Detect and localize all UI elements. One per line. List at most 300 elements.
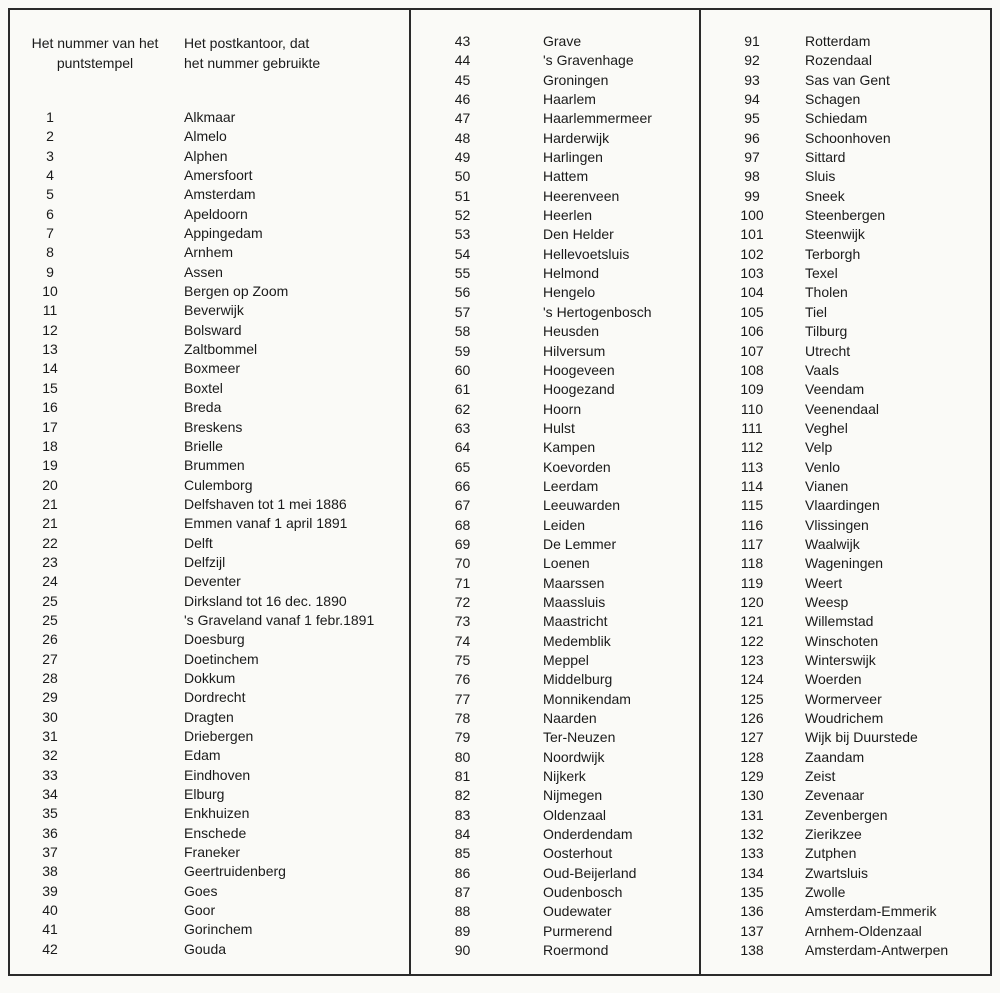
table-row [0,90,1000,109]
post-office-name: Haarlemmermeer [543,110,652,127]
post-office-name: Zevenaar [805,787,865,804]
post-office-name: Texel [805,265,838,282]
stamp-number: 53 [454,226,471,243]
post-office-name: Zevenbergen [805,806,888,823]
post-office-name: Harlingen [543,149,603,166]
stamp-number: 134 [740,864,764,881]
stamp-number: 78 [454,710,471,727]
table-row [0,458,1000,477]
post-office-name: Almelo [184,128,227,145]
post-office-name: Woudrichem [805,710,884,727]
post-office-name: Boxmeer [184,360,241,377]
stamp-number: 63 [454,419,471,436]
post-office-name: Hoogeveen [543,361,615,378]
post-office-name: Dirksland tot 16 dec. 1890 [184,592,347,609]
post-office-name: Den Helder [543,226,614,243]
stamp-number: 48 [454,129,471,146]
post-office-name: Wormerveer [805,690,882,707]
table-row [0,786,1000,805]
stamp-number: 6 [46,205,54,222]
stamp-number: 94 [744,91,760,108]
post-office-name: Breda [184,399,222,416]
post-office-name: Goor [184,902,216,919]
post-office-name: Zwartsluis [805,864,869,881]
table-row [0,574,1000,593]
table-row [0,167,1000,186]
stamp-number: 39 [42,882,58,899]
stamp-number: 62 [454,400,471,417]
table-row [0,690,1000,709]
stamp-number: 111 [741,419,763,436]
post-office-name: Schiedam [805,110,868,127]
stamp-number: 9 [46,263,54,280]
post-office-name: Zaltbommel [184,341,258,358]
stamp-number: 16 [42,399,58,416]
stamp-number: 37 [42,844,58,861]
table-column-3 [0,32,1000,961]
post-office-name: Assen [184,263,223,280]
stamp-number: 114 [740,477,764,494]
stamp-number: 21 [42,495,58,512]
post-office-name: Meppel [543,652,589,668]
post-office-name: Hulst [543,419,575,436]
post-office-name: Hengelo [543,284,596,301]
post-office-name: Winterswijk [805,652,876,668]
stamp-number: 10 [42,283,58,300]
post-office-name: Driebergen [184,728,254,744]
stamp-number: 29 [42,689,58,706]
header-line: puntstempel [56,55,134,71]
stamp-number: 132 [740,826,764,843]
post-office-name: Delft [184,534,213,551]
stamp-number: 117 [740,535,764,552]
table-row [0,283,1000,302]
post-office-name: Velp [805,439,833,456]
stamp-number: 1 [46,109,54,125]
table-row [0,477,1000,496]
table-row [0,225,1000,244]
stamp-number: 98 [744,168,760,185]
stamp-number: 103 [740,265,764,282]
stamp-number: 43 [454,33,471,49]
table-row [0,767,1000,786]
stamp-number: 138 [740,942,764,959]
post-office-name: Leiden [543,516,586,533]
stamp-number: 131 [740,806,764,823]
stamp-number: 102 [740,245,764,262]
stamp-number: 74 [454,632,471,649]
post-office-name: Wageningen [805,555,884,572]
stamp-number: 89 [454,922,471,939]
table-row [0,206,1000,225]
post-office-name: Amsterdam-Emmerik [805,903,937,920]
post-office-name: Maastricht [543,613,608,630]
table-row [0,264,1000,283]
post-office-name: Ter-Neuzen [543,729,616,746]
post-office-name: Enschede [184,824,247,841]
post-office-name: 's Graveland vanaf 1 febr.1891 [184,611,375,628]
post-office-name: Schagen [805,91,861,108]
post-office-name: Apeldoorn [184,205,248,222]
stamp-number: 87 [454,884,471,901]
table-row [0,941,1000,960]
stamp-number: 129 [740,768,764,785]
post-office-name: Harderwijk [543,129,610,146]
stamp-number: 15 [42,379,58,396]
post-office-name: Heerlen [543,207,593,224]
stamp-number: 64 [454,439,471,456]
table-row [0,342,1000,361]
stamp-number: 120 [740,593,764,610]
stamp-number: 133 [740,845,764,862]
stamp-number: 54 [454,245,471,262]
post-office-name: Eindhoven [184,766,251,783]
stamp-number: 28 [42,669,58,686]
post-office-name: Nijmegen [543,787,603,804]
stamp-number: 56 [454,284,471,301]
post-office-name: Dordrecht [184,689,246,706]
post-office-name: Vaals [805,361,839,378]
stamp-number: 99 [744,187,760,204]
stamp-number: 92 [744,52,760,69]
post-office-name: Arnhem-Oldenzaal [805,922,922,939]
table-row [0,303,1000,322]
table-row [0,844,1000,863]
post-office-name: Tholen [805,284,848,301]
table-row [0,535,1000,554]
post-office-name: Medemblik [543,632,611,649]
table-row [0,322,1000,341]
stamp-number: 122 [740,632,764,649]
stamp-number: 35 [42,805,58,822]
post-office-name: Vianen [805,477,849,494]
post-office-name: Oldenzaal [543,806,607,823]
post-office-name: Weert [805,574,843,591]
stamp-number: 60 [454,361,471,378]
post-office-name: Delfshaven tot 1 mei 1886 [184,495,347,512]
stamp-number: 108 [740,361,764,378]
stamp-number: 136 [740,903,764,920]
header-line: Het postkantoor, dat [184,35,310,51]
stamp-number: 8 [46,244,54,261]
stamp-number: 130 [740,787,764,804]
post-office-name: Kampen [543,439,596,456]
post-office-name: Oud-Beijerland [543,864,637,881]
stamp-number: 110 [740,400,764,417]
stamp-number: 42 [42,940,58,957]
stamp-number: 41 [42,921,58,938]
post-office-name: Hoorn [543,400,582,417]
stamp-number: 2 [46,128,54,145]
post-office-name: Onderdendam [543,826,633,843]
post-office-name: Gouda [184,940,227,957]
stamp-number: 47 [454,110,471,127]
stamp-number: 66 [454,477,471,494]
stamp-number: 95 [744,110,760,127]
table-row [0,554,1000,573]
stamp-number: 45 [454,71,471,88]
post-office-name: Winschoten [805,632,879,649]
post-office-name: Culemborg [184,476,253,493]
post-office-name: Franeker [184,844,241,861]
stamp-number: 18 [42,437,58,454]
stamp-number: 67 [454,497,471,514]
post-office-name: Amsterdam [184,186,256,203]
stamp-number: 52 [454,207,471,224]
stamp-number: 115 [740,497,764,514]
stamp-number: 100 [740,207,764,224]
table-row [0,129,1000,148]
post-office-name: Arnhem [184,244,234,261]
stamp-number: 128 [740,748,764,765]
post-office-name: Heerenveen [543,187,620,204]
table-row [0,806,1000,825]
post-office-name: Woerden [805,671,862,688]
table-row [0,922,1000,941]
table-row [0,516,1000,535]
post-office-name: Loenen [543,555,590,572]
stamp-number: 93 [744,71,760,88]
stamp-number: 104 [740,284,764,301]
post-office-name: Roermond [543,942,609,959]
post-office-name: Hellevoetsluis [543,245,630,262]
post-office-name: Willemstad [805,613,874,630]
table-row [0,32,1000,51]
post-office-name: Wijk bij Duurstede [805,729,918,746]
table-row [0,361,1000,380]
stamp-number: 79 [454,729,471,746]
stamp-number: 127 [740,729,764,746]
post-office-name: Nijkerk [543,768,586,785]
post-office-name: Emmen vanaf 1 april 1891 [184,515,348,532]
stamp-number: 91 [744,33,760,49]
post-office-name: Hattem [543,168,589,185]
stamp-number: 50 [454,168,471,185]
stamp-number: 88 [454,903,471,920]
post-office-name: Weesp [805,593,849,610]
stamp-number: 21 [42,515,58,532]
stamp-number: 27 [42,650,58,667]
table-row [0,71,1000,90]
table-row [0,825,1000,844]
post-office-name: Oosterhout [543,845,613,862]
stamp-number: 90 [454,942,471,959]
post-office-name: Enkhuizen [184,805,250,822]
stamp-number: 23 [42,553,58,570]
stamp-number: 44 [454,52,471,69]
post-office-name: Terborgh [805,245,861,262]
stamp-number: 76 [454,671,471,688]
stamp-number: 26 [42,631,58,648]
table-row [0,380,1000,399]
stamp-number: 69 [454,535,471,552]
stamp-number: 107 [740,342,764,359]
post-office-name: Zutphen [805,845,857,862]
post-office-name: Oudewater [543,903,612,920]
post-office-name: Grave [543,33,582,49]
stamp-number: 24 [42,573,58,590]
stamp-number: 20 [42,476,58,493]
post-office-name: 's Gravenhage [543,52,634,69]
post-office-name: Geertruidenberg [184,863,286,880]
stamp-number: 97 [744,149,760,166]
post-office-name: Beverwijk [184,302,244,319]
post-office-name: Waalwijk [805,535,860,552]
post-office-name: Bolsward [184,321,242,338]
stamp-number: 19 [42,457,58,474]
stamp-number: 125 [740,690,764,707]
stamp-number: 55 [454,265,471,282]
post-office-name: Rozendaal [805,52,872,69]
stamp-number: 4 [46,167,54,184]
table-row [0,902,1000,921]
post-office-name: Sittard [805,149,846,166]
stamp-number: 137 [740,922,764,939]
stamp-number: 73 [454,613,471,630]
table-row [0,883,1000,902]
stamp-number: 58 [454,323,471,340]
stamp-number: 25 [42,611,58,628]
post-office-name: Groningen [543,71,609,88]
stamp-number: 5 [46,186,54,203]
post-office-name: Heusden [543,323,600,340]
stamp-number: 68 [454,516,471,533]
table-row [0,651,1000,670]
post-office-name: 's Hertogenbosch [543,303,652,320]
stamp-number: 77 [454,690,471,707]
stamp-number: 14 [42,360,58,377]
post-office-name: Bergen op Zoom [184,283,289,300]
post-office-name: Breskens [184,418,243,435]
table-row [0,148,1000,167]
stamp-number: 109 [740,381,764,398]
table-row [0,109,1000,128]
stamp-number: 17 [42,418,58,435]
table-row [0,400,1000,419]
stamp-number: 113 [740,458,764,475]
post-office-name: Middelburg [543,671,613,688]
stamp-number: 123 [740,652,764,668]
stamp-number: 119 [740,574,764,591]
post-office-name: Venlo [805,458,841,475]
stamp-number: 33 [42,766,58,783]
table-row [0,593,1000,612]
post-office-name: Delfzijl [184,553,226,570]
stamp-number: 82 [454,787,471,804]
post-office-name: Boxtel [184,379,223,396]
stamp-number: 112 [740,439,764,456]
post-office-name: Veenendaal [805,400,879,417]
post-office-name: Sas van Gent [805,71,890,88]
stamp-number: 70 [454,555,471,572]
post-office-name: Veendam [805,381,865,398]
table-row [0,632,1000,651]
post-office-name: Maassluis [543,593,606,610]
table-row [0,187,1000,206]
post-office-name: Utrecht [805,342,851,359]
post-office-name: Rotterdam [805,33,871,49]
post-office-name: Steenbergen [805,207,886,224]
post-office-name: Tilburg [805,323,848,340]
stamp-number: 11 [42,302,58,319]
post-office-name: Gorinchem [184,921,253,938]
stamp-number: 57 [454,303,471,320]
post-office-name: Goes [184,882,218,899]
post-office-name: Koevorden [543,458,611,475]
table-row [0,864,1000,883]
post-office-name: Monnikendam [543,690,631,707]
post-office-name: Sluis [805,168,836,185]
post-office-name: Hilversum [543,342,606,359]
stamp-number: 75 [454,652,471,668]
post-office-name: Haarlem [543,91,596,108]
table-row [0,748,1000,767]
header-line: Het nummer van het [31,35,159,51]
stamp-number: 34 [42,786,58,803]
stamp-number: 80 [454,748,471,765]
post-office-name: Maarssen [543,574,605,591]
stamp-number: 72 [454,593,471,610]
stamp-number: 3 [46,147,54,164]
stamp-number: 12 [42,321,58,338]
post-office-name: Doetinchem [184,650,259,667]
stamp-number: 96 [744,129,760,146]
post-office-name: Leerdam [543,477,599,494]
post-office-name: Brummen [184,457,245,474]
header-line: het nummer gebruikte [184,55,321,71]
stamp-number: 86 [454,864,471,881]
stamp-number: 25 [42,592,58,609]
post-office-name: Schoonhoven [805,129,891,146]
stamp-number: 118 [740,555,764,572]
stamp-number: 106 [740,323,764,340]
post-office-name: Elburg [184,786,225,803]
stamp-number: 46 [454,91,471,108]
post-office-name: Appingedam [184,225,263,242]
post-office-name: Veghel [805,419,848,436]
post-office-name: Amsterdam-Antwerpen [805,942,949,959]
post-office-name: Brielle [184,437,223,454]
stamp-number: 121 [740,613,764,630]
post-office-name: Zaandam [805,748,865,765]
post-office-name: Zierikzee [805,826,862,843]
stamp-number: 36 [42,824,58,841]
table-row [0,496,1000,515]
post-office-name: Alkmaar [184,109,236,125]
stamp-number: 105 [740,303,764,320]
stamp-number: 65 [454,458,471,475]
post-office-name: Vlaardingen [805,497,880,514]
stamp-number: 71 [454,574,471,591]
stamp-number: 38 [42,863,58,880]
stamp-number: 124 [740,671,764,688]
post-office-name: Edam [184,747,221,764]
post-office-name: Amersfoort [184,167,253,184]
stamp-number: 22 [42,534,58,551]
stamp-number: 40 [42,902,58,919]
stamp-number: 101 [740,226,764,243]
stamp-number: 31 [42,728,58,744]
post-office-name: Tiel [805,303,828,320]
post-office-name: De Lemmer [543,535,617,552]
post-office-name: Purmerend [543,922,613,939]
stamp-number: 13 [42,341,58,358]
post-office-name: Naarden [543,710,597,727]
post-office-name: Doesburg [184,631,245,648]
stamp-number: 7 [46,225,54,242]
post-office-name: Deventer [184,573,241,590]
table-row [0,245,1000,264]
